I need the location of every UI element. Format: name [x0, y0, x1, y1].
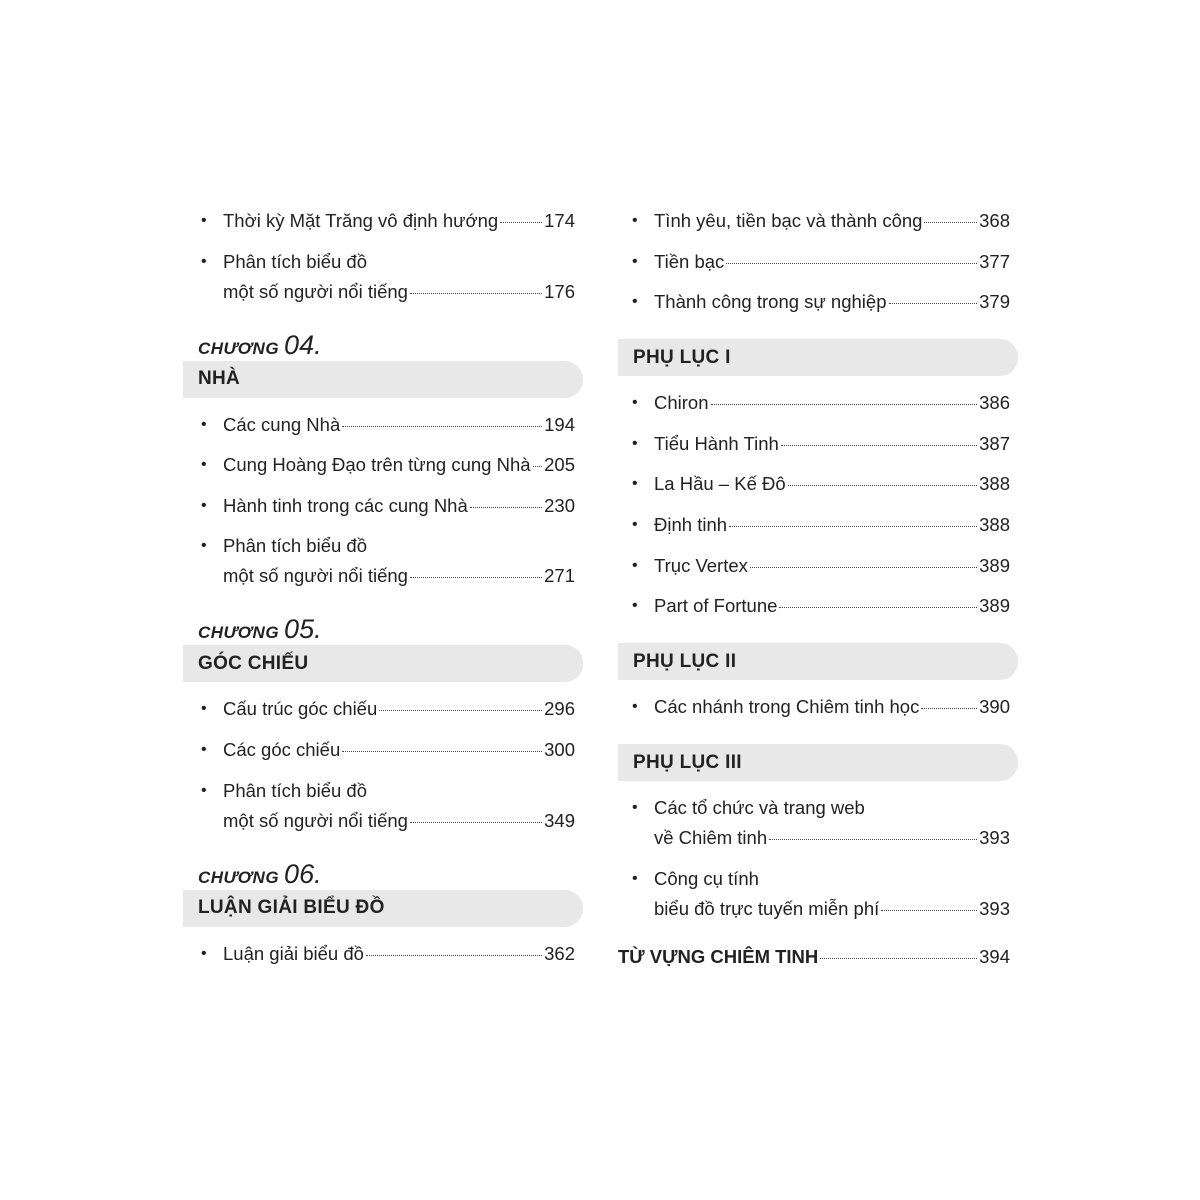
- entry-text: [223, 247, 575, 307]
- toc-group-right-a: [618, 206, 1018, 317]
- page-number: 368: [979, 210, 1010, 231]
- chapter-number: 04.: [284, 329, 322, 360]
- entry-title: Cung Hoàng Đạo trên từng cung Nhà: [223, 454, 531, 476]
- entry-title: Các góc chiếu: [223, 738, 341, 760]
- toc-entry[interactable]: [201, 694, 575, 724]
- toc-entry[interactable]: [201, 247, 575, 307]
- entry-line: [654, 247, 1010, 277]
- chapter-title-banner-04[interactable]: NHÀ: [183, 361, 583, 398]
- bullet-icon: •: [201, 456, 207, 474]
- toc-group-left-a: [183, 206, 583, 307]
- bullet-icon: •: [201, 415, 207, 433]
- entry-text: [654, 591, 1010, 621]
- entry-text: [654, 247, 1010, 277]
- entry-title: Hành tinh trong các cung Nhà: [223, 494, 468, 516]
- toc-entry[interactable]: [201, 450, 575, 480]
- bullet-icon: •: [632, 698, 638, 716]
- entry-text: [654, 864, 1010, 924]
- leader-dots: [379, 709, 542, 711]
- entry-line: [223, 491, 575, 521]
- entry-text: [654, 510, 1010, 540]
- entry-title: Tiền bạc: [654, 250, 725, 272]
- bullet-icon: •: [201, 700, 207, 718]
- bullet-icon: •: [201, 740, 207, 758]
- toc-entry[interactable]: [632, 287, 1010, 317]
- bullet-icon: •: [632, 475, 638, 493]
- entry-line: [223, 776, 575, 806]
- toc-entry[interactable]: [632, 510, 1010, 540]
- chapter-word: CHƯƠNG: [198, 623, 280, 643]
- page-number: 377: [979, 250, 1010, 272]
- page-number: 393: [979, 827, 1010, 849]
- toc-entry[interactable]: [201, 491, 575, 521]
- page-number: 388: [979, 473, 1010, 495]
- appendix-banner-3[interactable]: PHỤ LỤC III: [618, 744, 1018, 781]
- entry-text: [654, 469, 1010, 499]
- entry-text: [654, 429, 1010, 459]
- entry-text: [223, 450, 575, 480]
- toc-group-left-b: [183, 410, 583, 592]
- page-number: 393: [979, 897, 1010, 919]
- leader-dots: [924, 221, 977, 223]
- page-number: 390: [979, 696, 1010, 718]
- entry-title: Thời kỳ Mặt Trăng vô định hướng: [223, 210, 499, 231]
- page-number: 300: [544, 738, 575, 760]
- entry-text: [654, 388, 1010, 418]
- entry-title: Định tinh: [654, 513, 728, 535]
- entry-title: Luận giải biểu đồ: [223, 942, 364, 964]
- chapter-title-banner-06[interactable]: LUẬN GIẢI BIỂU ĐỒ: [183, 890, 583, 927]
- leader-dots: [781, 444, 977, 446]
- bullet-icon: •: [632, 515, 638, 533]
- entry-title: La Hầu – Kế Đô: [654, 473, 786, 495]
- page-number: 379: [979, 291, 1010, 313]
- entry-text: [223, 776, 575, 836]
- glossary-entry[interactable]: [618, 946, 1010, 968]
- page-number: 389: [979, 554, 1010, 576]
- entry-text: [223, 694, 575, 724]
- bullet-icon: •: [201, 252, 207, 270]
- entry-title: một số người nổi tiếng: [223, 280, 408, 302]
- entry-text: [654, 692, 1010, 722]
- chapter-title-banner-05[interactable]: GÓC CHIẾU: [183, 645, 583, 682]
- toc-entry[interactable]: [201, 939, 575, 969]
- page-number: 389: [979, 595, 1010, 617]
- entry-line: [223, 247, 575, 277]
- leader-dots: [726, 262, 977, 264]
- entry-title: Tiểu Hành Tinh: [654, 432, 779, 454]
- entry-line: [654, 864, 1010, 894]
- leader-dots: [410, 821, 542, 823]
- toc-entry[interactable]: [632, 206, 1010, 236]
- toc-entry[interactable]: [632, 692, 1010, 722]
- entry-line: [654, 388, 1010, 418]
- entry-title: Các cung Nhà: [223, 413, 341, 435]
- entry-line: [223, 735, 575, 765]
- entry-line: [654, 793, 1010, 823]
- entry-line: [654, 591, 1010, 621]
- page-number: 349: [544, 809, 575, 831]
- chapter-number: 05.: [284, 614, 322, 645]
- appendix-banner-2[interactable]: PHỤ LỤC II: [618, 643, 1018, 680]
- entry-line: [654, 287, 1010, 317]
- entry-line: [223, 277, 575, 307]
- leader-dots: [366, 954, 542, 956]
- leader-dots: [788, 484, 977, 486]
- bullet-icon: •: [201, 496, 207, 514]
- leader-dots: [410, 576, 542, 578]
- leader-dots: [750, 566, 977, 568]
- entry-title: Cấu trúc góc chiếu: [223, 698, 378, 720]
- leader-dots: [342, 425, 542, 427]
- toc-entry[interactable]: [201, 776, 575, 836]
- entry-title: Part of Fortune: [654, 595, 778, 617]
- bullet-icon: •: [632, 293, 638, 311]
- entry-text: [654, 287, 1010, 317]
- entry-text: [223, 531, 575, 591]
- toc-entry[interactable]: [632, 551, 1010, 581]
- entry-line: [223, 694, 575, 724]
- appendix-banner-1[interactable]: PHỤ LỤC I: [618, 339, 1018, 376]
- toc-entry[interactable]: [201, 531, 575, 591]
- entry-text: [223, 410, 575, 440]
- page-number: 205: [544, 454, 575, 476]
- leader-dots: [470, 506, 542, 508]
- toc-group-right-c: [618, 692, 1018, 722]
- leader-dots: [820, 958, 977, 959]
- entry-line: [654, 510, 1010, 540]
- toc-entry[interactable]: [632, 247, 1010, 277]
- entry-title: Phân tích biểu đồ: [223, 779, 367, 801]
- bullet-icon: •: [201, 537, 207, 555]
- entry-title: Các tổ chức và trang web: [654, 797, 865, 819]
- entry-title: Phân tích biểu đồ: [223, 250, 367, 272]
- entry-text: [223, 939, 575, 969]
- toc-entry[interactable]: [632, 388, 1010, 418]
- toc-entry[interactable]: [201, 206, 575, 236]
- leader-dots: [533, 465, 543, 467]
- chapter-number: 06.: [284, 858, 322, 889]
- toc-left-column: [183, 206, 583, 969]
- bullet-icon: •: [632, 252, 638, 270]
- chapter-word: CHƯƠNG: [198, 338, 280, 358]
- toc-group-left-c: [183, 694, 583, 835]
- leader-dots: [889, 302, 978, 304]
- leader-dots: [500, 221, 542, 223]
- entry-text: [654, 206, 1010, 236]
- entry-text: [654, 551, 1010, 581]
- entry-title: về Chiêm tinh: [654, 827, 768, 849]
- page-number: 194: [544, 413, 575, 435]
- entry-title: Phân tích biểu đồ: [223, 535, 367, 557]
- bullet-icon: •: [201, 212, 207, 229]
- page-number: 230: [544, 494, 575, 516]
- entry-line: [223, 531, 575, 561]
- bullet-icon: •: [201, 781, 207, 799]
- leader-dots: [711, 403, 978, 405]
- page-number: 386: [979, 392, 1010, 414]
- entry-line: [223, 450, 575, 480]
- page-number: 388: [979, 513, 1010, 535]
- toc-group-right-b: [618, 388, 1018, 621]
- page-number: 394: [979, 945, 1010, 967]
- bullet-icon: •: [632, 394, 638, 412]
- page-number: 176: [544, 280, 575, 302]
- bullet-icon: •: [632, 434, 638, 452]
- entry-title: Tình yêu, tiền bạc và thành công: [654, 210, 923, 231]
- entry-title: Công cụ tính: [654, 867, 759, 889]
- entry-line: [654, 469, 1010, 499]
- entry-title: một số người nổi tiếng: [223, 809, 408, 831]
- bullet-icon: •: [201, 944, 207, 962]
- leader-dots: [881, 909, 977, 911]
- page-number: 362: [544, 942, 575, 964]
- page-number: 387: [979, 432, 1010, 454]
- entry-line: [654, 429, 1010, 459]
- glossary-title: TỪ VỰNG CHIÊM TINH: [618, 945, 819, 967]
- page-number: 296: [544, 698, 575, 720]
- entry-title: Trục Vertex: [654, 554, 748, 576]
- leader-dots: [410, 292, 542, 294]
- chapter-label-06: [183, 852, 583, 888]
- bullet-icon: •: [632, 597, 638, 615]
- chapter-label-04: [183, 323, 583, 359]
- toc-group-left-d: [183, 939, 583, 969]
- bullet-icon: •: [632, 556, 638, 574]
- toc-entry[interactable]: [632, 469, 1010, 499]
- page-number: 174: [544, 210, 575, 231]
- entry-line: [654, 823, 1010, 853]
- toc-group-right-d: [618, 793, 1018, 924]
- entry-line: [654, 551, 1010, 581]
- leader-dots: [729, 525, 977, 527]
- bullet-icon: •: [632, 869, 638, 887]
- toc-entry[interactable]: [632, 591, 1010, 621]
- entry-title: Thành công trong sự nghiệp: [654, 291, 887, 313]
- toc-right-column: [618, 206, 1018, 968]
- entry-title: Các nhánh trong Chiêm tinh học: [654, 696, 920, 718]
- entry-line: [654, 692, 1010, 722]
- toc-entry[interactable]: [632, 793, 1010, 853]
- entry-text: [223, 206, 575, 236]
- entry-line: [223, 410, 575, 440]
- toc-entry[interactable]: [632, 429, 1010, 459]
- leader-dots: [921, 707, 977, 709]
- entry-line: [654, 894, 1010, 924]
- entry-title: biểu đồ trực tuyến miễn phí: [654, 897, 880, 919]
- entry-line: [223, 561, 575, 591]
- leader-dots: [769, 838, 977, 840]
- entry-line: [223, 939, 575, 969]
- toc-entry[interactable]: [632, 864, 1010, 924]
- page-number: 271: [544, 565, 575, 587]
- entry-text: [654, 793, 1010, 853]
- toc-entry[interactable]: [201, 735, 575, 765]
- leader-dots: [779, 606, 977, 608]
- bullet-icon: •: [632, 799, 638, 817]
- entry-title: một số người nổi tiếng: [223, 565, 408, 587]
- bullet-icon: •: [632, 212, 638, 229]
- chapter-label-05: [183, 607, 583, 643]
- leader-dots: [342, 750, 542, 752]
- entry-text: [223, 735, 575, 765]
- entry-line: [223, 206, 575, 236]
- toc-entry[interactable]: [201, 410, 575, 440]
- entry-text: [223, 491, 575, 521]
- chapter-word: CHƯƠNG: [198, 867, 280, 887]
- entry-line: [223, 806, 575, 836]
- entry-line: [654, 206, 1010, 236]
- entry-title: Chiron: [654, 392, 709, 414]
